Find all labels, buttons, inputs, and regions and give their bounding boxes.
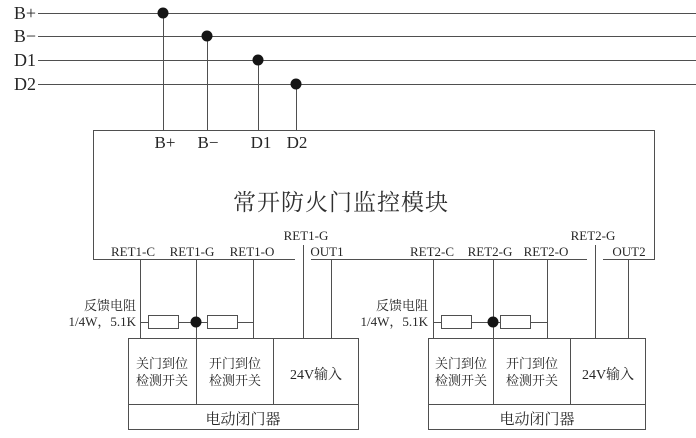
resistor-symbol-right-2 xyxy=(500,315,531,329)
wire-out2 xyxy=(628,259,629,338)
bus-label-d1: D1 xyxy=(14,50,36,70)
door-closer-right-divider-h xyxy=(428,404,646,405)
drop-wire-b-plus xyxy=(163,13,164,130)
cell-door-open-switch-right xyxy=(506,355,558,389)
wire-ret1-g-24v xyxy=(303,245,304,338)
feedback-resistor-name-left: 反馈电阻 xyxy=(83,298,136,313)
bus-label-d2: D2 xyxy=(14,74,36,94)
junction-dot-d1 xyxy=(253,55,264,66)
feedback-resistor-label-left xyxy=(56,298,136,330)
wire-out1 xyxy=(331,259,332,338)
bus-line-b-minus xyxy=(38,36,696,37)
terminal-label-ret1-c: RET1-C xyxy=(110,244,156,259)
aux-label-ret1-g: RET1-G xyxy=(283,228,329,243)
wire-ret1-o xyxy=(253,259,254,338)
terminal-label-ret1-g: RET1-G xyxy=(169,244,215,259)
resistor-symbol-left-2 xyxy=(207,315,238,329)
terminal-label-ret2-c: RET2-C xyxy=(409,244,455,259)
resistor-symbol-left-1 xyxy=(148,315,179,329)
wire-ret1-c xyxy=(140,259,141,338)
cell-line2: 检测开关 xyxy=(135,373,189,388)
wire-ret2-o xyxy=(547,259,548,338)
drop-wire-d1 xyxy=(258,60,259,130)
cell-door-closed-switch-left xyxy=(136,355,188,389)
junction-dot-ret1-g xyxy=(191,317,202,328)
module-title: 常开防火门监控模块 xyxy=(233,190,449,215)
door-closer-right-divider-v1 xyxy=(493,338,494,404)
door-closer-right-divider-v2 xyxy=(570,338,571,404)
terminal-label-out2: OUT2 xyxy=(612,244,646,259)
module-box-top xyxy=(93,130,655,131)
cell-line1: 开门到位 xyxy=(208,356,262,371)
door-closer-left-divider-v2 xyxy=(273,338,274,404)
cell-24v-input-left: 24V输入 xyxy=(289,368,343,383)
door-closer-left-divider-v1 xyxy=(196,338,197,404)
module-box-right xyxy=(654,130,655,260)
bus-label-b-minus: B− xyxy=(13,26,36,46)
cell-line1: 关门到位 xyxy=(434,356,488,371)
cell-line1: 开门到位 xyxy=(505,356,559,371)
module-terminal-b-plus: B+ xyxy=(154,133,176,152)
drop-wire-d2 xyxy=(296,84,297,130)
terminal-label-ret2-g: RET2-G xyxy=(467,244,513,259)
junction-dot-b-minus xyxy=(202,31,213,42)
cell-line1: 关门到位 xyxy=(135,356,189,371)
cell-door-closed-switch-right xyxy=(435,355,487,389)
module-terminal-d1: D1 xyxy=(250,133,272,152)
bus-label-b-plus: B+ xyxy=(13,3,36,23)
feedback-resistor-name-right: 反馈电阻 xyxy=(375,298,428,313)
aux-label-ret2-g: RET2-G xyxy=(570,228,616,243)
terminal-label-out1: OUT1 xyxy=(310,244,344,259)
resistor-symbol-right-1 xyxy=(441,315,472,329)
module-box-left xyxy=(93,130,94,260)
feedback-resistor-label-right xyxy=(348,298,428,330)
module-terminal-b-minus: B− xyxy=(197,133,219,152)
junction-dot-d2 xyxy=(291,79,302,90)
terminal-label-ret2-o: RET2-O xyxy=(523,244,569,259)
terminal-label-ret1-o: RET1-O xyxy=(229,244,275,259)
feedback-resistor-value-left: 1/4W，5.1K xyxy=(68,314,136,329)
cell-line2: 检测开关 xyxy=(208,373,262,388)
cell-door-open-switch-left xyxy=(209,355,261,389)
bus-line-d2 xyxy=(38,84,696,85)
drop-wire-b-minus xyxy=(207,36,208,130)
cell-24v-input-right: 24V输入 xyxy=(581,368,635,383)
junction-dot-b-plus xyxy=(158,8,169,19)
door-closer-title-right: 电动闭门器 xyxy=(499,412,575,428)
feedback-resistor-value-right: 1/4W，5.1K xyxy=(360,314,428,329)
door-closer-left-divider-h xyxy=(128,404,359,405)
wire-ret2-c xyxy=(433,259,434,338)
wire-ret2-g-24v xyxy=(595,245,596,338)
cell-line2: 检测开关 xyxy=(505,373,559,388)
bus-line-d1 xyxy=(38,60,696,61)
door-closer-title-left: 电动闭门器 xyxy=(205,412,281,428)
junction-dot-ret2-g xyxy=(488,317,499,328)
module-terminal-d2: D2 xyxy=(286,133,308,152)
bus-line-b-plus xyxy=(38,13,696,14)
cell-line2: 检测开关 xyxy=(434,373,488,388)
